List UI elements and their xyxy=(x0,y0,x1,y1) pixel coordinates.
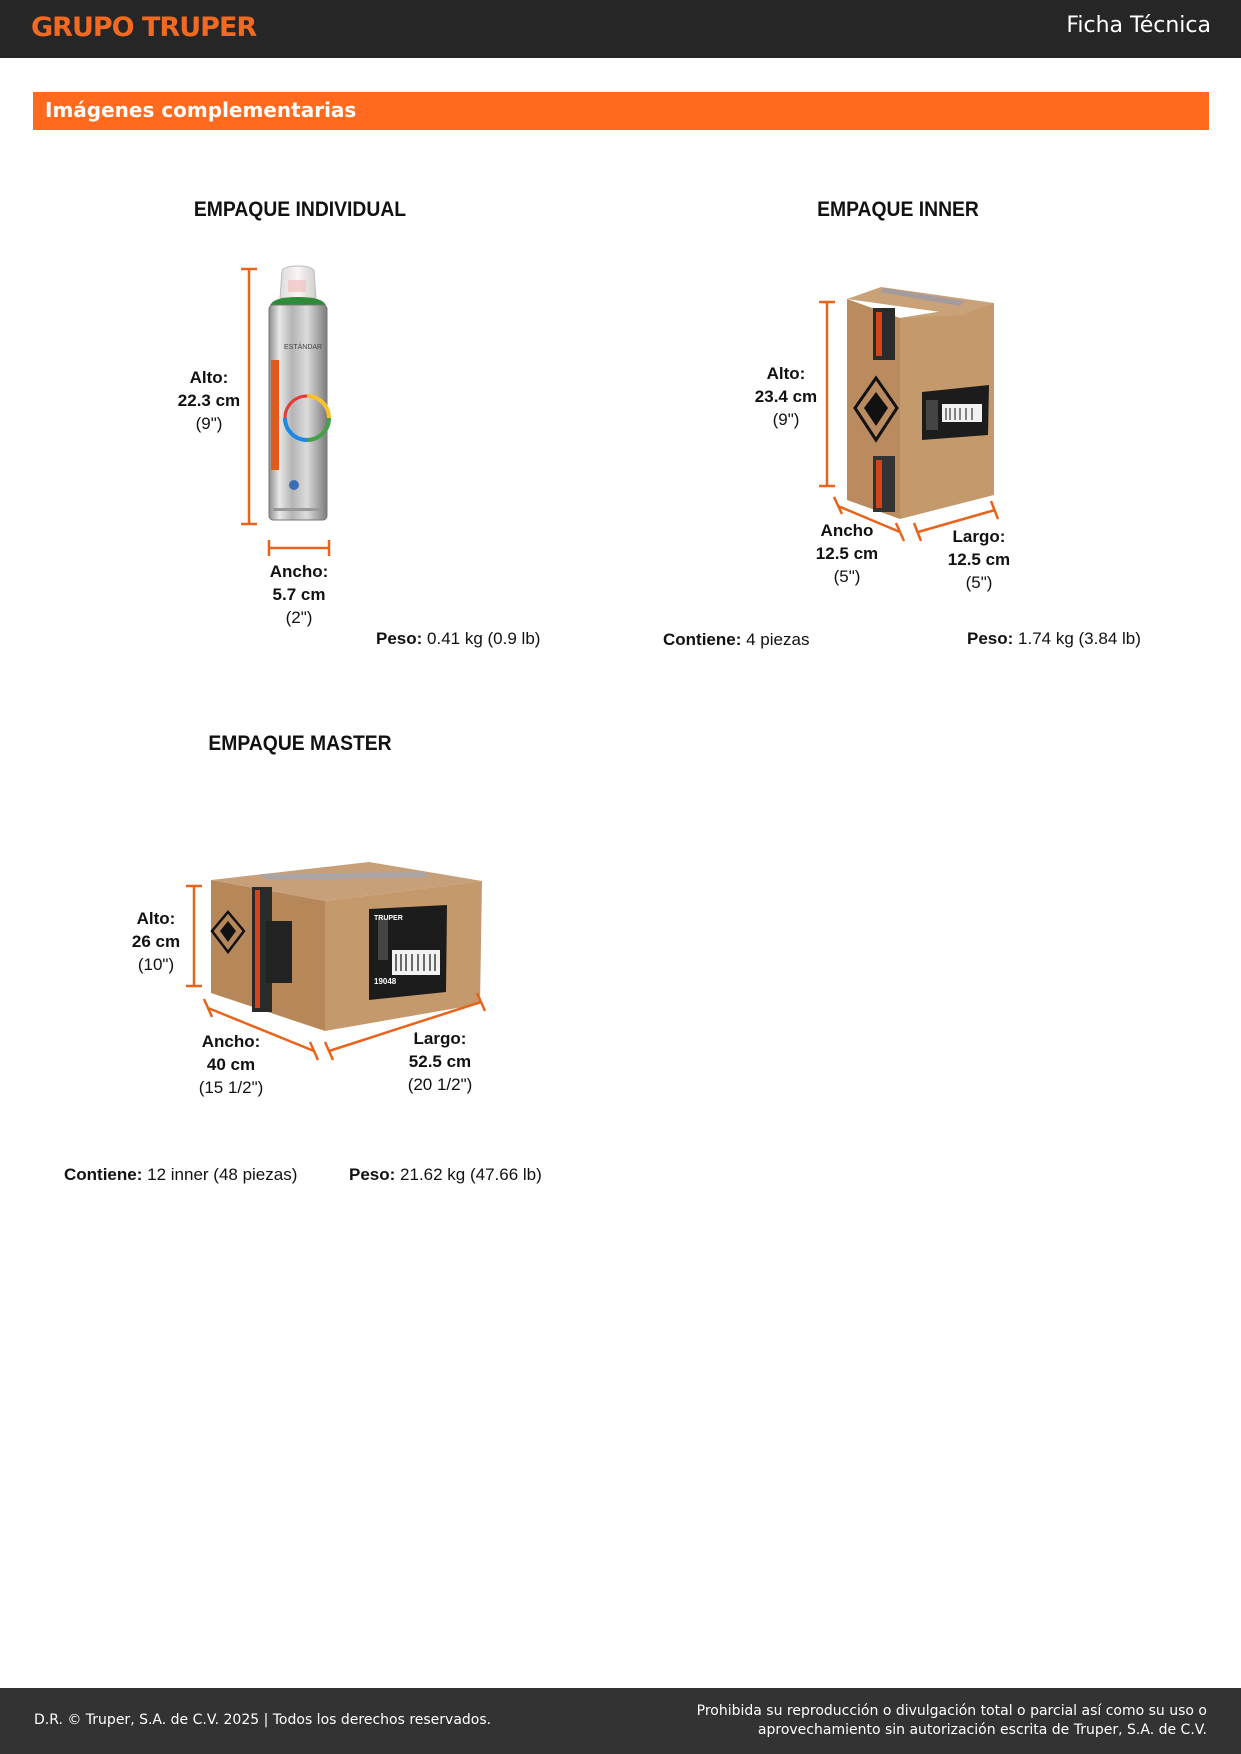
master-box-code: 19048 xyxy=(374,977,397,986)
inner-package-title: EMPAQUE INNER xyxy=(817,198,979,221)
grupo-truper-logo: GRUPO TRUPER xyxy=(31,12,257,43)
master-package-title: EMPAQUE MASTER xyxy=(208,732,392,755)
master-height-label: Alto: 26 cm (10") xyxy=(131,909,181,974)
legal-notice xyxy=(647,1702,1207,1740)
section-title: Imágenes complementarias xyxy=(45,98,357,122)
master-contents: Contiene: 12 inner (48 piezas) xyxy=(64,1165,298,1184)
inner-weight: Peso: 1.74 kg (3.84 lb) xyxy=(967,629,1141,648)
svg-text:ESTÁNDAR: ESTÁNDAR xyxy=(284,344,323,351)
individual-height-label: Alto: 22.3 cm (9") xyxy=(177,368,241,433)
individual-width-label: Ancho: 5.7 cm (2") xyxy=(269,562,329,627)
page-footer xyxy=(0,1688,1241,1754)
master-box-brand: TRUPER xyxy=(374,915,403,922)
document-type-title: Ficha Técnica xyxy=(1066,13,1211,38)
individual-weight: Peso: 0.41 kg (0.9 lb) xyxy=(376,629,541,648)
inner-contents: Contiene: 4 piezas xyxy=(663,630,810,649)
master-width-label: Ancho: 40 cm (15 1/2") xyxy=(198,1032,264,1097)
inner-height-label: Alto: 23.4 cm (9") xyxy=(754,364,818,429)
legal-notice-line-1: Prohibida su reproducción o divulgación total o parcial así como su uso o xyxy=(696,1703,1207,1719)
legal-notice-line-2: aprovechamiento sin autorización escrita de Truper, S.A. de C.V. xyxy=(757,1722,1207,1738)
individual-package-title: EMPAQUE INDIVIDUAL xyxy=(193,198,407,221)
master-length-label: Largo: 52.5 cm (20 1/2") xyxy=(407,1029,473,1094)
copyright-notice: D.R. © Truper, S.A. de C.V. 2025 | Todos los derechos reservados. xyxy=(34,1712,492,1728)
inner-width-label: Ancho 12.5 cm (5") xyxy=(815,521,879,586)
master-weight: Peso: 21.62 kg (47.66 lb) xyxy=(349,1165,542,1184)
inner-length-label: Largo: 12.5 cm (5") xyxy=(947,527,1011,592)
